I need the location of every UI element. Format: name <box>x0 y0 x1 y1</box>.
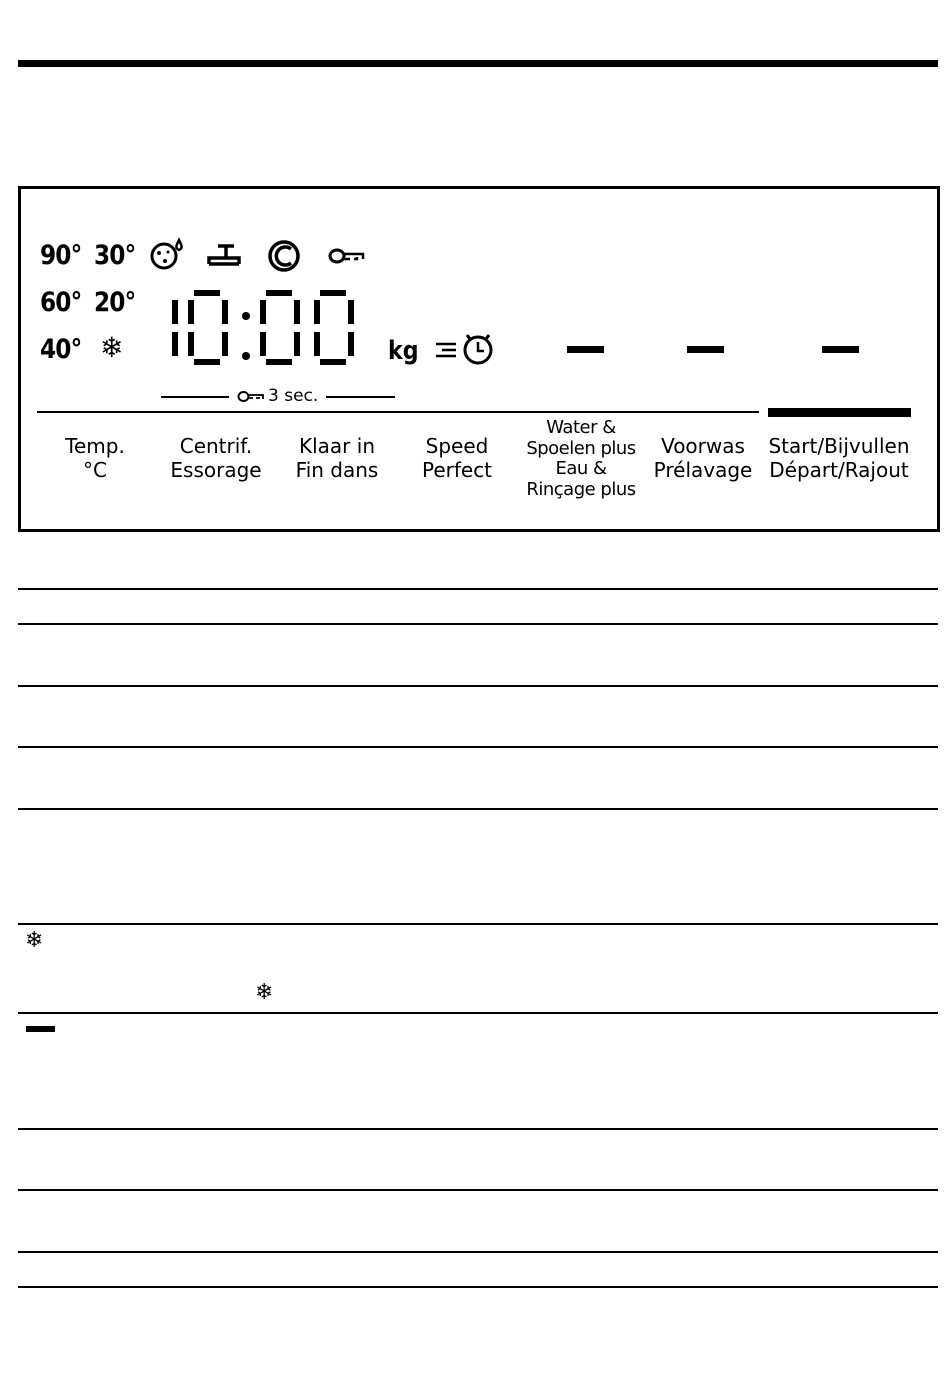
water-rinse-plus-button[interactable] <box>516 418 646 500</box>
temp-label-2: °C <box>83 458 107 482</box>
header-rule <box>18 60 938 67</box>
ready-in-button[interactable] <box>276 434 398 482</box>
tap-icon <box>206 240 246 272</box>
temp-60: 60° <box>40 287 82 318</box>
button-row-line <box>37 411 759 413</box>
dash-icon <box>26 1026 55 1032</box>
speed-clock-icon <box>434 330 496 366</box>
hint-line-left <box>161 396 229 398</box>
water-label-2: Spoelen plus <box>526 437 636 459</box>
temp-40: 40° <box>40 334 82 365</box>
hint-line-right <box>326 396 395 398</box>
stain-icon <box>148 236 188 272</box>
speed-perfect-button[interactable] <box>397 434 517 482</box>
time-display <box>164 286 362 366</box>
kg-unit: kg <box>388 336 419 366</box>
table-rule <box>18 1189 938 1191</box>
table-rule <box>18 1012 938 1014</box>
table-rule <box>18 685 938 687</box>
table-rule <box>18 1286 938 1288</box>
ready-in-label-2: Fin dans <box>295 458 379 482</box>
key-icon <box>328 246 366 266</box>
ready-in-label-1: Klaar in <box>299 434 375 458</box>
speed-label-1: Speed <box>425 434 489 458</box>
spin-label-1: Centrif. <box>179 434 253 458</box>
table-rule <box>18 588 938 590</box>
prewash-button[interactable] <box>646 434 760 482</box>
table-rule <box>18 746 938 748</box>
water-label-3: Eau & <box>555 458 607 479</box>
speed-label-2: Perfect <box>421 458 493 482</box>
start-add-button[interactable] <box>762 434 916 482</box>
water-label-1: Water & <box>546 417 616 438</box>
start-button-bar <box>768 408 911 417</box>
dash-indicator-prewash <box>687 346 724 353</box>
hold-hint: 3 sec. <box>268 386 319 406</box>
temp-30: 30° <box>94 240 136 271</box>
temp-20: 20° <box>94 287 136 318</box>
start-label-2: Départ/Rajout <box>769 458 909 482</box>
key-small-icon <box>237 389 265 404</box>
start-label-1: Start/Bijvullen <box>768 434 910 458</box>
dash-indicator-start <box>822 346 859 353</box>
temp-button[interactable] <box>34 434 156 482</box>
temp-label-1: Temp. <box>65 434 125 458</box>
spin-label-2: Essorage <box>170 458 262 482</box>
snowflake-icon: ❄ <box>100 331 124 364</box>
water-label-4: Rinçage plus <box>526 478 636 500</box>
spin-button[interactable] <box>155 434 277 482</box>
snowflake-icon: ❄ <box>255 980 274 1005</box>
prewash-label-1: Voorwas <box>661 434 745 458</box>
table-rule <box>18 1128 938 1130</box>
table-rule <box>18 623 938 625</box>
temp-90: 90° <box>40 240 82 271</box>
dash-indicator-water <box>567 346 604 353</box>
drum-clean-icon <box>266 238 304 274</box>
snowflake-icon: ❄ <box>25 928 44 953</box>
table-rule <box>18 923 938 925</box>
table-rule <box>18 1251 938 1253</box>
prewash-label-2: Prélavage <box>653 458 753 482</box>
table-rule <box>18 808 938 810</box>
